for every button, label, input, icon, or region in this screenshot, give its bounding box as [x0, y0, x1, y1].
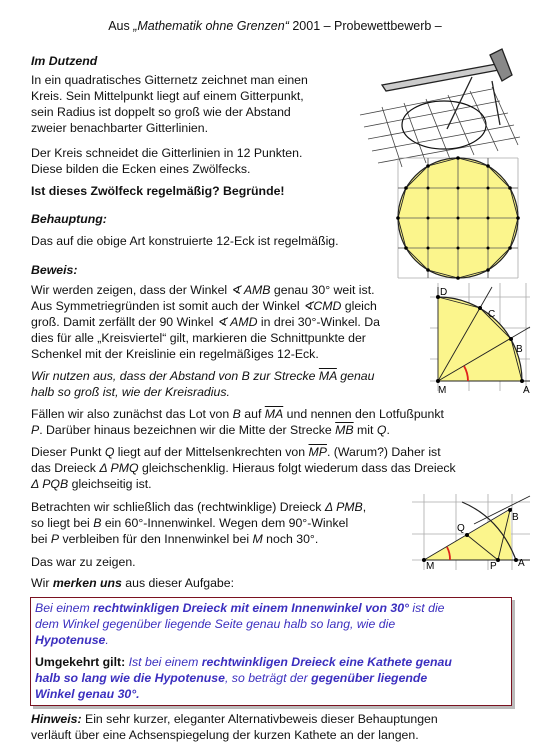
label-b2: B	[512, 512, 519, 523]
proof-paragraph-1: Wir werden zeigen, dass der Winkel ∢ AMB genau 30° weit ist. Aus Symmetriegründen ist somit auch der Winkel ∢CMD gleich groß. Damit zerfällt der 90 Winkel ∢ AMD in drei 30°-Winkel. Da dies für alle „Kreisviertel“ gilt, markieren die Schnittpunkte der Schenkel mit der Kreislinie ein regelmäßiges 12-Eck.	[31, 283, 380, 361]
quarter-circle-figure	[430, 283, 538, 398]
triangle-pmb-figure	[412, 494, 534, 570]
task-paragraph-2: Der Kreis schneidet die Gitterlinien in 12 Punkten. Diese bilden die Ecken eines Zwölfecks.	[31, 146, 303, 176]
label-d: D	[440, 287, 448, 298]
twelve-gon-figure	[393, 153, 523, 283]
task-title: Im Dutzend	[31, 54, 98, 68]
proof-paragraph-2: Wir nutzen aus, dass der Abstand von B zur Strecke $\overline{MA}$ genau halb so groß ist, wie der Kreisradius.	[31, 369, 375, 399]
summary-box-text: Bei einem rechtwinkligen Dreieck mit einem Innenwinkel von 30° ist die dem Winkel gegenüber liegende Seite genau halb so lang, wie die Hypotenuse. Umgekehrt gilt: Ist bei einem rechtwinkligen Dreieck eine Kathete genau halb so lang wie die Hypotenuse, so beträgt der gegenüber liegende Winkel genau 30°.	[35, 601, 452, 701]
proof-title: Beweis:	[31, 263, 78, 277]
label-m2: M	[426, 561, 435, 570]
proof-conclusion: Das war zu zeigen.	[31, 555, 136, 569]
task-question: Ist dieses Zwölfeck regelmäßig? Begründe!	[31, 184, 285, 198]
remember-intro: Wir merken uns aus dieser Aufgabe:	[31, 576, 235, 590]
label-m: M	[438, 385, 447, 396]
summary-box	[30, 597, 512, 706]
label-b: B	[516, 344, 523, 355]
label-c: C	[488, 309, 496, 320]
claim-text: Das auf die obige Art konstruierte 12-Eck ist regelmäßig.	[31, 234, 339, 248]
label-a2: A	[518, 558, 525, 569]
hint: Hinweis: Ein sehr kurzer, eleganter Alternativbeweis dieser Behauptungen verläuft über eine Achsenspiegelung der kurzen Kathete an der langen.	[31, 712, 438, 742]
proof-paragraph-4: Dieser Punkt Q liegt auf der Mittelsenkrechten von $\overline{MP}$. (Warum?) Daher ist das Dreieck Δ PMQ gleichschenklig. Hieraus folgt wiederum dass das Dreieck Δ PQB gleichseitig ist.	[31, 445, 456, 491]
label-q: Q	[457, 523, 465, 534]
proof-paragraph-5: Betrachten wir schließlich das (rechtwinklige) Dreieck Δ PMB, so liegt bei B ein 60°-Innenwinkel. Wegen dem 90°-Winkel bei P verbleiben für den Innenwinkel bei M noch 30°.	[31, 500, 367, 546]
claim-title: Behauptung:	[31, 212, 107, 226]
task-paragraph-1: In ein quadratisches Gitternetz zeichnet man einen Kreis. Sein Mittelpunkt liegt auf einem Gitterpunkt, sein Radius ist doppelt so groß wie der Abstand zweier benachbarter Gitterlinien.	[31, 73, 308, 135]
proof-paragraph-3: Fällen wir also zunächst das Lot von B auf $\overline{MA}$ und nennen den Lotfußpunkt P. Darüber hinaus bezeichnen wir die Mitte der Strecke $\overline{MB}$ mit Q.	[31, 407, 444, 437]
label-p: P	[490, 561, 497, 570]
label-a: A	[523, 385, 530, 396]
page-header: Aus „Mathematik ohne Grenzen“ 2001 – Probewettbewerb –	[108, 19, 442, 33]
